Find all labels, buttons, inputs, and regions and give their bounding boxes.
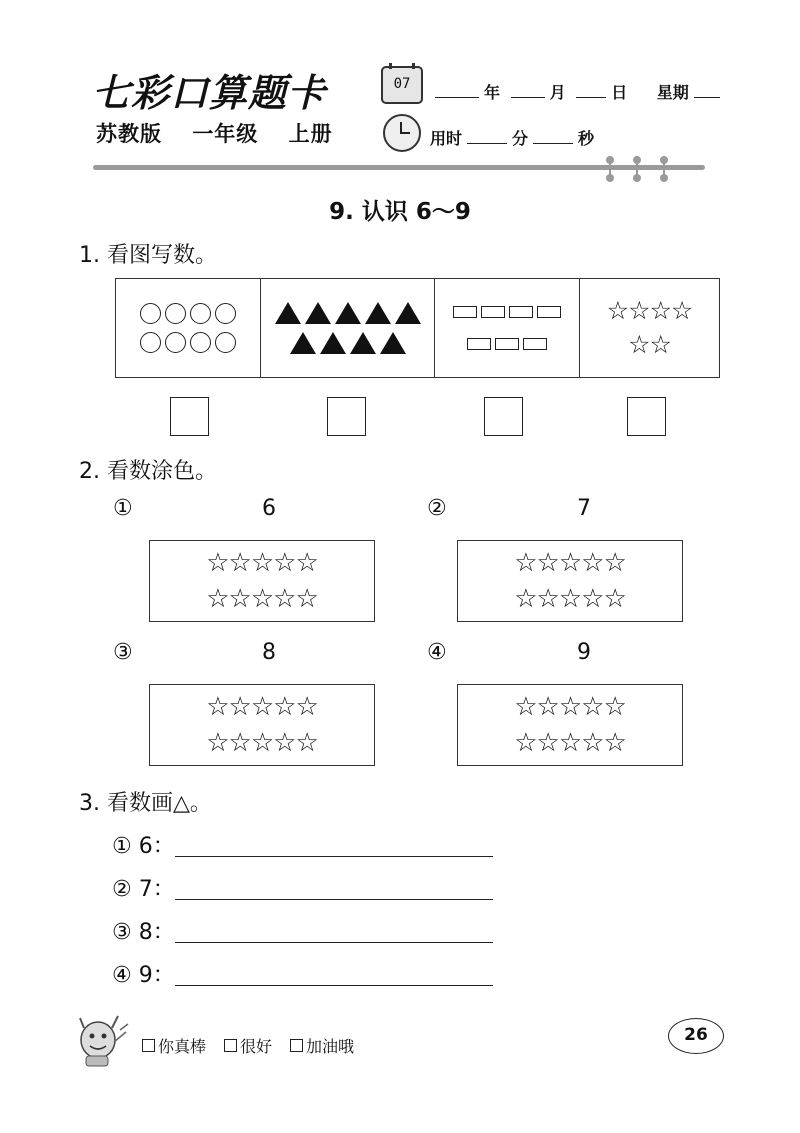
draw-line-9[interactable] <box>175 985 493 986</box>
month-blank[interactable] <box>511 83 545 98</box>
item-number: 8 <box>262 640 276 665</box>
circle-icon <box>215 303 236 324</box>
seconds-blank[interactable] <box>533 129 573 144</box>
rectangle-icon <box>467 338 491 350</box>
item-number: 9 <box>577 640 591 665</box>
circles-cell <box>116 279 261 377</box>
star-box-9[interactable] <box>457 684 683 766</box>
rectangle-icon <box>523 338 547 350</box>
seconds-label: 秒 <box>578 129 595 148</box>
binder-pin-icon <box>663 156 665 182</box>
draw-line-7[interactable] <box>175 899 493 900</box>
circle-icon <box>165 332 186 353</box>
minutes-label: 分 <box>512 129 529 148</box>
triangle-icon <box>320 332 346 354</box>
item-number: 7 <box>577 496 591 521</box>
triangle-row <box>290 332 406 354</box>
answer-box-2[interactable] <box>327 397 366 436</box>
triangle-icon <box>335 302 361 324</box>
clock-icon <box>383 114 421 152</box>
date-fields <box>430 80 725 103</box>
star-row[interactable]: ☆☆☆☆☆ <box>206 728 318 758</box>
circle-icon <box>140 303 161 324</box>
time-fields <box>430 126 594 149</box>
answer-box-3[interactable] <box>484 397 523 436</box>
weekday-blank[interactable] <box>694 83 720 98</box>
lesson-title: 9. 认识 6～9 <box>329 199 471 225</box>
rectangle-icon <box>453 306 477 318</box>
item-label: ④ <box>427 640 447 665</box>
checkbox-icon[interactable] <box>290 1039 303 1052</box>
star-box-8[interactable] <box>149 684 375 766</box>
calendar-day: 07 <box>393 76 411 92</box>
item-number: 6 <box>262 496 276 521</box>
brand-title: 七彩口算题卡 <box>92 70 327 115</box>
month-label: 月 <box>549 83 566 102</box>
answer-box-4[interactable] <box>627 397 666 436</box>
circle-icon <box>190 303 211 324</box>
edition-volume: 上册 <box>288 122 333 146</box>
rating-label: 你真棒 <box>158 1037 207 1056</box>
weekday-label: 星期 <box>656 83 689 102</box>
time-used-label: 用时 <box>430 129 463 148</box>
year-label: 年 <box>484 83 501 102</box>
day-blank[interactable] <box>576 83 606 98</box>
mascot-icon <box>74 1010 130 1068</box>
draw-label: ④ 9： <box>112 963 175 988</box>
triangle-icon <box>395 302 421 324</box>
draw-line-8[interactable] <box>175 942 493 943</box>
item-label: ③ <box>113 640 133 665</box>
rating-label: 很好 <box>240 1037 273 1056</box>
year-blank[interactable] <box>435 83 479 98</box>
triangle-icon <box>365 302 391 324</box>
binder-pin-icon <box>636 156 638 182</box>
circle-icon <box>165 303 186 324</box>
triangle-icon <box>275 302 301 324</box>
rating-label: 加油哦 <box>306 1037 355 1056</box>
item-label: ① <box>113 496 133 521</box>
calendar-icon <box>381 66 423 104</box>
triangle-icon <box>290 332 316 354</box>
section1-title: 1. 看图写数。 <box>79 243 217 268</box>
rating-option-good[interactable] <box>224 1034 272 1057</box>
answer-box-1[interactable] <box>170 397 209 436</box>
triangle-icon <box>380 332 406 354</box>
edition-grade: 一年级 <box>192 122 259 146</box>
triangle-icon <box>350 332 376 354</box>
triangles-cell <box>261 279 435 377</box>
section3-title: 3. 看数画△。 <box>79 791 212 816</box>
binder-pin-icon <box>609 156 611 182</box>
page-number: 26 <box>668 1018 724 1054</box>
star-row[interactable]: ☆☆☆☆☆ <box>514 548 626 578</box>
rectangle-icon <box>537 306 561 318</box>
star-row[interactable]: ☆☆☆☆☆ <box>514 692 626 722</box>
rectangle-row <box>453 306 561 318</box>
triangle-icon <box>305 302 331 324</box>
draw-label: ② 7： <box>112 877 175 902</box>
circle-icon <box>140 332 161 353</box>
rectangle-row <box>467 338 547 350</box>
edition-publisher: 苏教版 <box>96 122 162 146</box>
circle-icon <box>215 332 236 353</box>
checkbox-icon[interactable] <box>142 1039 155 1052</box>
triangle-row <box>275 302 421 324</box>
star-box-6[interactable] <box>149 540 375 622</box>
star-row[interactable]: ☆☆☆☆☆ <box>206 548 318 578</box>
star-row[interactable]: ☆☆☆☆☆ <box>514 728 626 758</box>
item-label: ② <box>427 496 447 521</box>
draw-line-6[interactable] <box>175 856 493 857</box>
self-rating <box>142 1034 354 1057</box>
minutes-blank[interactable] <box>467 129 507 144</box>
circle-icon <box>190 332 211 353</box>
section2-title: 2. 看数涂色。 <box>79 459 217 484</box>
star-row[interactable]: ☆☆☆☆☆ <box>206 692 318 722</box>
rating-option-keep-going[interactable] <box>290 1034 354 1057</box>
picture-table <box>115 278 720 378</box>
stars-cell <box>580 279 719 377</box>
header-divider <box>93 165 705 170</box>
circle-row <box>140 332 236 353</box>
star-box-7[interactable] <box>457 540 683 622</box>
draw-label: ① 6： <box>112 834 175 859</box>
star-row[interactable]: ☆☆☆☆☆ <box>514 584 626 614</box>
rating-option-great[interactable] <box>142 1034 206 1057</box>
rectangle-icon <box>495 338 519 350</box>
star-row[interactable]: ☆☆☆☆☆ <box>206 584 318 614</box>
rectangle-icon <box>481 306 505 318</box>
star-row: ☆☆ <box>628 330 671 359</box>
checkbox-icon[interactable] <box>224 1039 237 1052</box>
draw-label: ③ 8： <box>112 920 175 945</box>
rectangles-cell <box>435 279 580 377</box>
edition-line <box>96 118 355 148</box>
circle-row <box>140 303 236 324</box>
day-label: 日 <box>611 83 628 102</box>
star-row: ☆☆☆☆ <box>606 296 693 325</box>
rectangle-icon <box>509 306 533 318</box>
